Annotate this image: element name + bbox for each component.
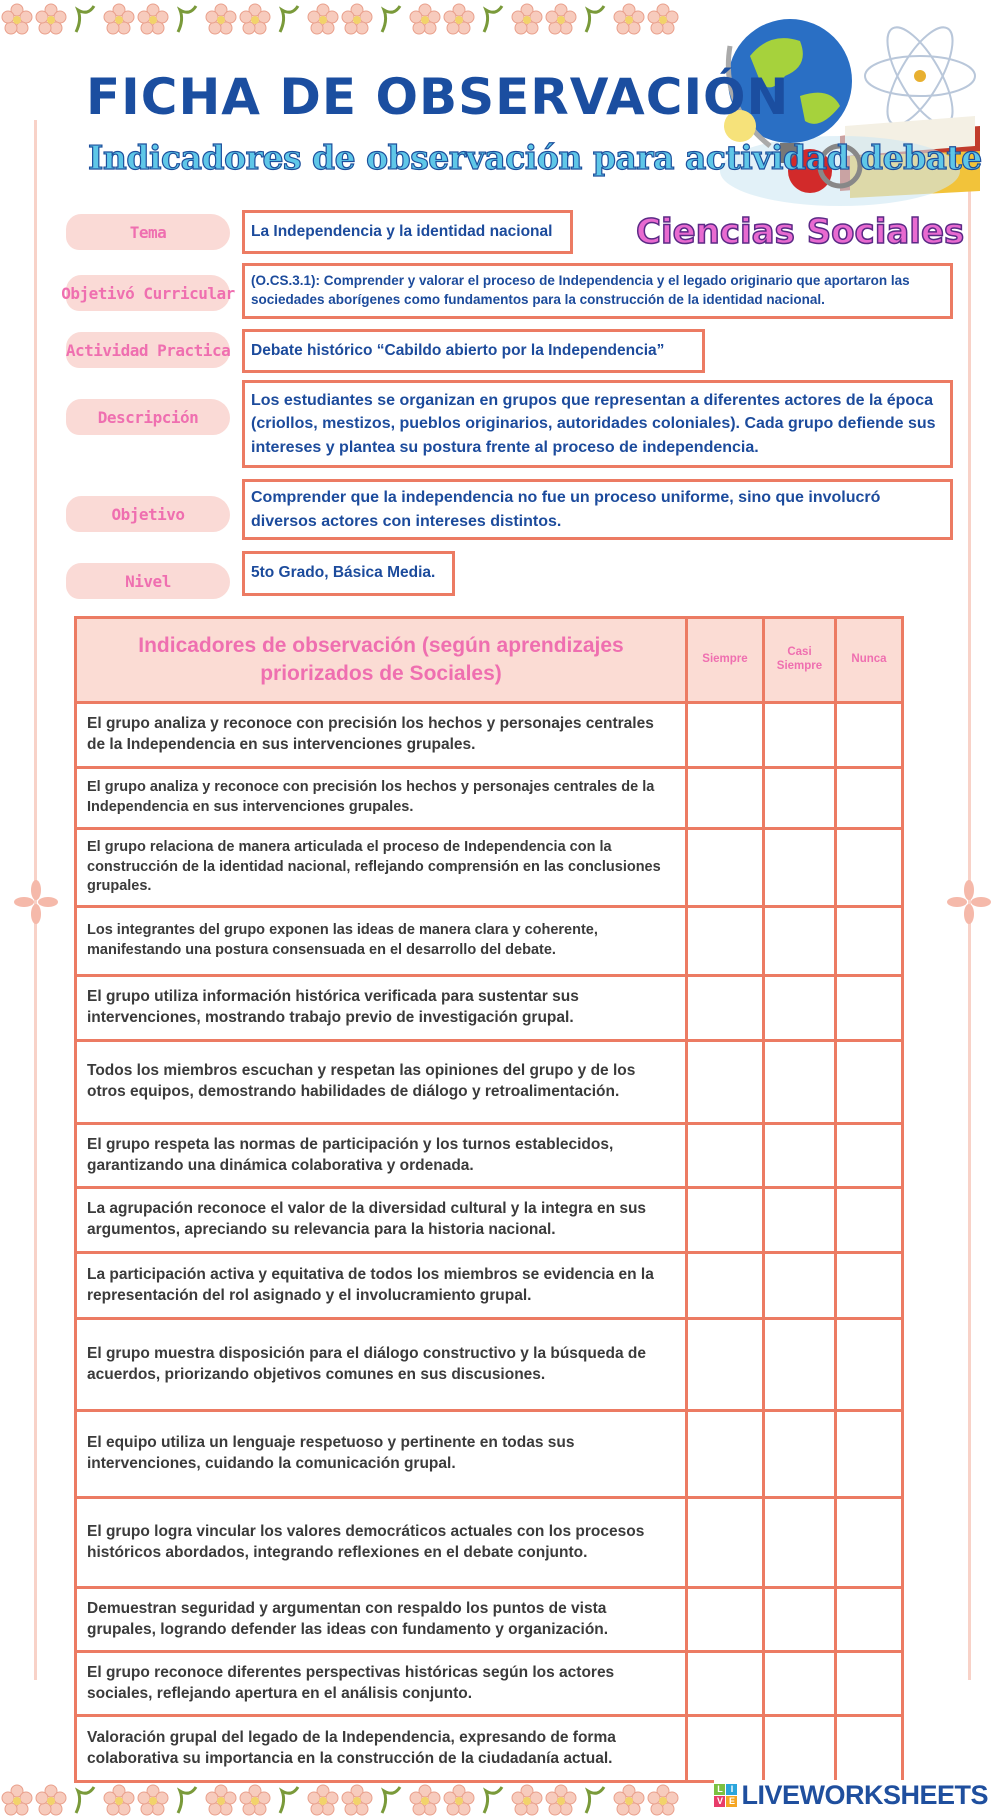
- field-value-objetivo: Comprender que la independencia no fue un proceso uniforme, sino que involucró diversos actores con intereses distintos.: [242, 479, 953, 540]
- nunca-cell[interactable]: [834, 977, 901, 1039]
- casi-siempre-cell[interactable]: [762, 1653, 834, 1714]
- liveworksheets-logo: [714, 1780, 988, 1811]
- siempre-cell[interactable]: [685, 704, 762, 766]
- bottom-flower-garland: [0, 1783, 680, 1817]
- flower-icon: [612, 1783, 646, 1817]
- table-row: [77, 1714, 901, 1780]
- indicator-text: La participación activa y equitativa de todos los miembros se evidencia en la representación del rol asignado y el involucramiento grupal.: [87, 1265, 654, 1304]
- flower-icon: [306, 2, 340, 36]
- flower-icon: [34, 1783, 68, 1817]
- indicator-text: El equipo utiliza un lenguaje respetuoso y pertinente en todas sus intervenciones, cuidando la comunicación grupal.: [87, 1434, 575, 1472]
- nunca-cell[interactable]: [834, 1499, 901, 1586]
- flower-icon: [204, 2, 238, 36]
- field-label-actividad-practica: Actividad Practica: [66, 332, 230, 368]
- indicator-text: La agrupación reconoce el valor de la diversidad cultural y la integra en sus argumentos, apreciando su relevancia para la historia nacional.: [87, 1200, 647, 1238]
- indicator-text: Valoración grupal del legado de la Independencia, expresando de forma colaborativa su importancia en la construcción de la ciudadanía actual.: [87, 1728, 616, 1767]
- flower-icon: [442, 2, 476, 36]
- field-label-objetivo: Objetivo: [66, 496, 230, 532]
- field-value-actividad-practica: Debate histórico “Cabildo abierto por la Independencia”: [242, 329, 705, 373]
- nunca-column-header: Nunca: [834, 619, 901, 701]
- table-row: [77, 1409, 901, 1496]
- vine-icon: [170, 1783, 204, 1817]
- casi-siempre-cell[interactable]: [762, 1412, 834, 1496]
- flower-icon: [136, 1783, 170, 1817]
- flower-icon: [340, 2, 374, 36]
- vine-icon: [374, 1783, 408, 1817]
- observation-table: [74, 616, 904, 1783]
- table-row: [77, 905, 901, 974]
- field-value-objetivo-curricular: (O.CS.3.1): Comprender y valorar el proceso de Independencia y el legado originario que aportaron las sociedades aborígenes como fundamentos para la construcción de la identidad nacional.: [242, 263, 953, 319]
- siempre-cell[interactable]: [685, 1189, 762, 1251]
- nunca-cell[interactable]: [834, 704, 901, 766]
- casi-siempre-cell[interactable]: [762, 908, 834, 974]
- vine-icon: [68, 2, 102, 36]
- indicator-text: El grupo reconoce diferentes perspectivas históricas según los actores sociales, reflejando apertura en el análisis conjunto.: [87, 1663, 615, 1702]
- vine-icon: [476, 1783, 510, 1817]
- top-flower-garland: [0, 2, 680, 36]
- flower-icon: [136, 2, 170, 36]
- table-row: [77, 1251, 901, 1317]
- logo-letter-tile: E: [726, 1796, 737, 1807]
- flower-icon: [612, 2, 646, 36]
- table-row: [77, 827, 901, 905]
- flower-icon: [646, 2, 680, 36]
- nunca-cell[interactable]: [834, 1320, 901, 1409]
- siempre-column-header: Siempre: [685, 619, 762, 701]
- vine-icon: [170, 2, 204, 36]
- table-row: [77, 974, 901, 1039]
- table-row: [77, 1186, 901, 1251]
- casi-siempre-cell[interactable]: [762, 1320, 834, 1409]
- siempre-cell[interactable]: [685, 1499, 762, 1586]
- siempre-cell[interactable]: [685, 1320, 762, 1409]
- table-header-row: [77, 619, 901, 701]
- field-label-nivel: Nivel: [66, 563, 230, 599]
- flower-icon: [306, 1783, 340, 1817]
- table-row: [77, 1650, 901, 1714]
- siempre-cell[interactable]: [685, 908, 762, 974]
- siempre-cell[interactable]: [685, 1717, 762, 1780]
- nunca-cell[interactable]: [834, 1125, 901, 1186]
- casi-siempre-cell[interactable]: [762, 1717, 834, 1780]
- page-subtitle: Indicadores de observación para actividad debate: [88, 138, 982, 177]
- casi-siempre-cell[interactable]: [762, 1189, 834, 1251]
- nunca-cell[interactable]: [834, 1189, 901, 1251]
- vine-icon: [272, 2, 306, 36]
- page-title: FICHA DE OBSERVACIÓN: [86, 68, 790, 126]
- nunca-cell[interactable]: [834, 1254, 901, 1317]
- table-row: [77, 1122, 901, 1186]
- flower-icon: [238, 1783, 272, 1817]
- flower-icon: [408, 1783, 442, 1817]
- flower-icon: [0, 1783, 34, 1817]
- casi-siempre-cell[interactable]: [762, 704, 834, 766]
- indicator-text: El grupo utiliza información histórica verificada para sustentar sus intervenciones, mostrando trabajo previo de investigación grupal.: [87, 988, 579, 1026]
- indicator-text: Demuestran seguridad y argumentan con respaldo los puntos de vista grupales, logrando defender las ideas con fundamento y organización.: [87, 1599, 609, 1638]
- nunca-cell[interactable]: [834, 769, 901, 827]
- vine-icon: [476, 2, 510, 36]
- vine-icon: [68, 1783, 102, 1817]
- nunca-cell[interactable]: [834, 1412, 901, 1496]
- table-row: [77, 701, 901, 766]
- flower-icon: [204, 1783, 238, 1817]
- flower-icon: [646, 1783, 680, 1817]
- casi-siempre-cell[interactable]: [762, 1254, 834, 1317]
- vine-icon: [272, 1783, 306, 1817]
- casi-siempre-column-header: Casi Siempre: [762, 619, 834, 701]
- flower-icon: [544, 1783, 578, 1817]
- logo-letter-tile: L: [714, 1784, 725, 1795]
- field-label-descripcion: Descripción: [66, 399, 230, 435]
- logo-letter-tile: I: [726, 1784, 737, 1795]
- flower-icon: [34, 2, 68, 36]
- liveworksheets-logo-text: LIVEWORKSHEETS: [741, 1780, 988, 1810]
- casi-siempre-cell[interactable]: [762, 830, 834, 905]
- flower-icon: [510, 2, 544, 36]
- flower-icon: [102, 2, 136, 36]
- siempre-cell[interactable]: [685, 1412, 762, 1496]
- table-row: [77, 1317, 901, 1409]
- table-row: [77, 1039, 901, 1122]
- flower-icon: [0, 2, 34, 36]
- flower-icon: [510, 1783, 544, 1817]
- flower-icon: [442, 1783, 476, 1817]
- indicator-text: Los integrantes del grupo exponen las ideas de manera clara y coherente, manifestando una postura consensuada en el desarrollo del debate.: [87, 922, 598, 958]
- indicators-column-header: Indicadores de observación (según aprendizajes priorizados de Sociales): [138, 633, 624, 685]
- flower-icon: [238, 2, 272, 36]
- table-row: [77, 766, 901, 827]
- field-value-nivel: 5to Grado, Básica Media.: [242, 551, 455, 596]
- nunca-cell[interactable]: [834, 908, 901, 974]
- flower-icon: [102, 1783, 136, 1817]
- nunca-cell[interactable]: [834, 1717, 901, 1780]
- indicator-text: El grupo muestra disposición para el diálogo constructivo y la búsqueda de acuerdos, priorizando objetivos comunes en sus discusiones.: [87, 1344, 646, 1383]
- table-row: [77, 1496, 901, 1586]
- casi-siempre-cell[interactable]: [762, 769, 834, 827]
- siempre-cell[interactable]: [685, 830, 762, 905]
- siempre-cell[interactable]: [685, 1254, 762, 1317]
- casi-siempre-cell[interactable]: [762, 977, 834, 1039]
- siempre-cell[interactable]: [685, 977, 762, 1039]
- siempre-cell[interactable]: [685, 1125, 762, 1186]
- nunca-cell[interactable]: [834, 1653, 901, 1714]
- indicator-text: Todos los miembros escuchan y respetan las opiniones del grupo y de los otros equipos, demostrando habilidades de diálogo y retroalimentación.: [87, 1062, 636, 1100]
- indicator-text: El grupo logra vincular los valores democráticos actuales con los procesos históricos abordados, integrando reflexiones en el debate conjunto.: [87, 1522, 645, 1561]
- table-row: [77, 1586, 901, 1650]
- nunca-cell[interactable]: [834, 1589, 901, 1650]
- field-value-descripcion: Los estudiantes se organizan en grupos que representan a diferentes actores de la época (criollos, mestizos, pueblos originarios, autoridades coloniales). Cada grupo defiende sus intereses y plantea su postura frente al proceso de independencia.: [242, 380, 953, 468]
- casi-siempre-cell[interactable]: [762, 1125, 834, 1186]
- subject-label: Ciencias Sociales: [636, 212, 965, 252]
- siempre-cell[interactable]: [685, 1653, 762, 1714]
- logo-letter-tile: V: [714, 1796, 725, 1807]
- vine-icon: [578, 1783, 612, 1817]
- siempre-cell[interactable]: [685, 1042, 762, 1122]
- casi-siempre-cell[interactable]: [762, 1589, 834, 1650]
- nunca-cell[interactable]: [834, 1042, 901, 1122]
- field-value-tema: La Independencia y la identidad nacional: [242, 210, 573, 254]
- vine-icon: [374, 2, 408, 36]
- indicator-text: El grupo analiza y reconoce con precisión los hechos y personajes centrales de la Independencia en sus intervenciones grupales.: [87, 779, 655, 815]
- casi-siempre-cell[interactable]: [762, 1499, 834, 1586]
- liveworksheets-logo-icon: [714, 1784, 737, 1807]
- indicator-text: El grupo analiza y reconoce con precisión los hechos y personajes centrales de la Independencia en sus intervenciones grupales.: [87, 715, 654, 753]
- siempre-cell[interactable]: [685, 769, 762, 827]
- right-ornament-icon: [947, 880, 991, 924]
- siempre-cell[interactable]: [685, 1589, 762, 1650]
- indicator-text: El grupo relaciona de manera articulada el proceso de Independencia con la construcción de la identidad nacional, reflejando comprensión en las conclusiones grupales.: [87, 839, 661, 895]
- nunca-cell[interactable]: [834, 830, 901, 905]
- left-ornament-icon: [14, 880, 58, 924]
- casi-siempre-cell[interactable]: [762, 1042, 834, 1122]
- indicator-text: El grupo respeta las normas de participación y los turnos establecidos, garantizando una dinámica colaborativa y ordenada.: [87, 1135, 614, 1174]
- field-label-tema: Tema: [66, 214, 230, 250]
- flower-icon: [544, 2, 578, 36]
- flower-icon: [340, 1783, 374, 1817]
- flower-icon: [408, 2, 442, 36]
- vine-icon: [578, 2, 612, 36]
- field-label-objetivo-curricular: Objetivó Curricular: [66, 275, 230, 311]
